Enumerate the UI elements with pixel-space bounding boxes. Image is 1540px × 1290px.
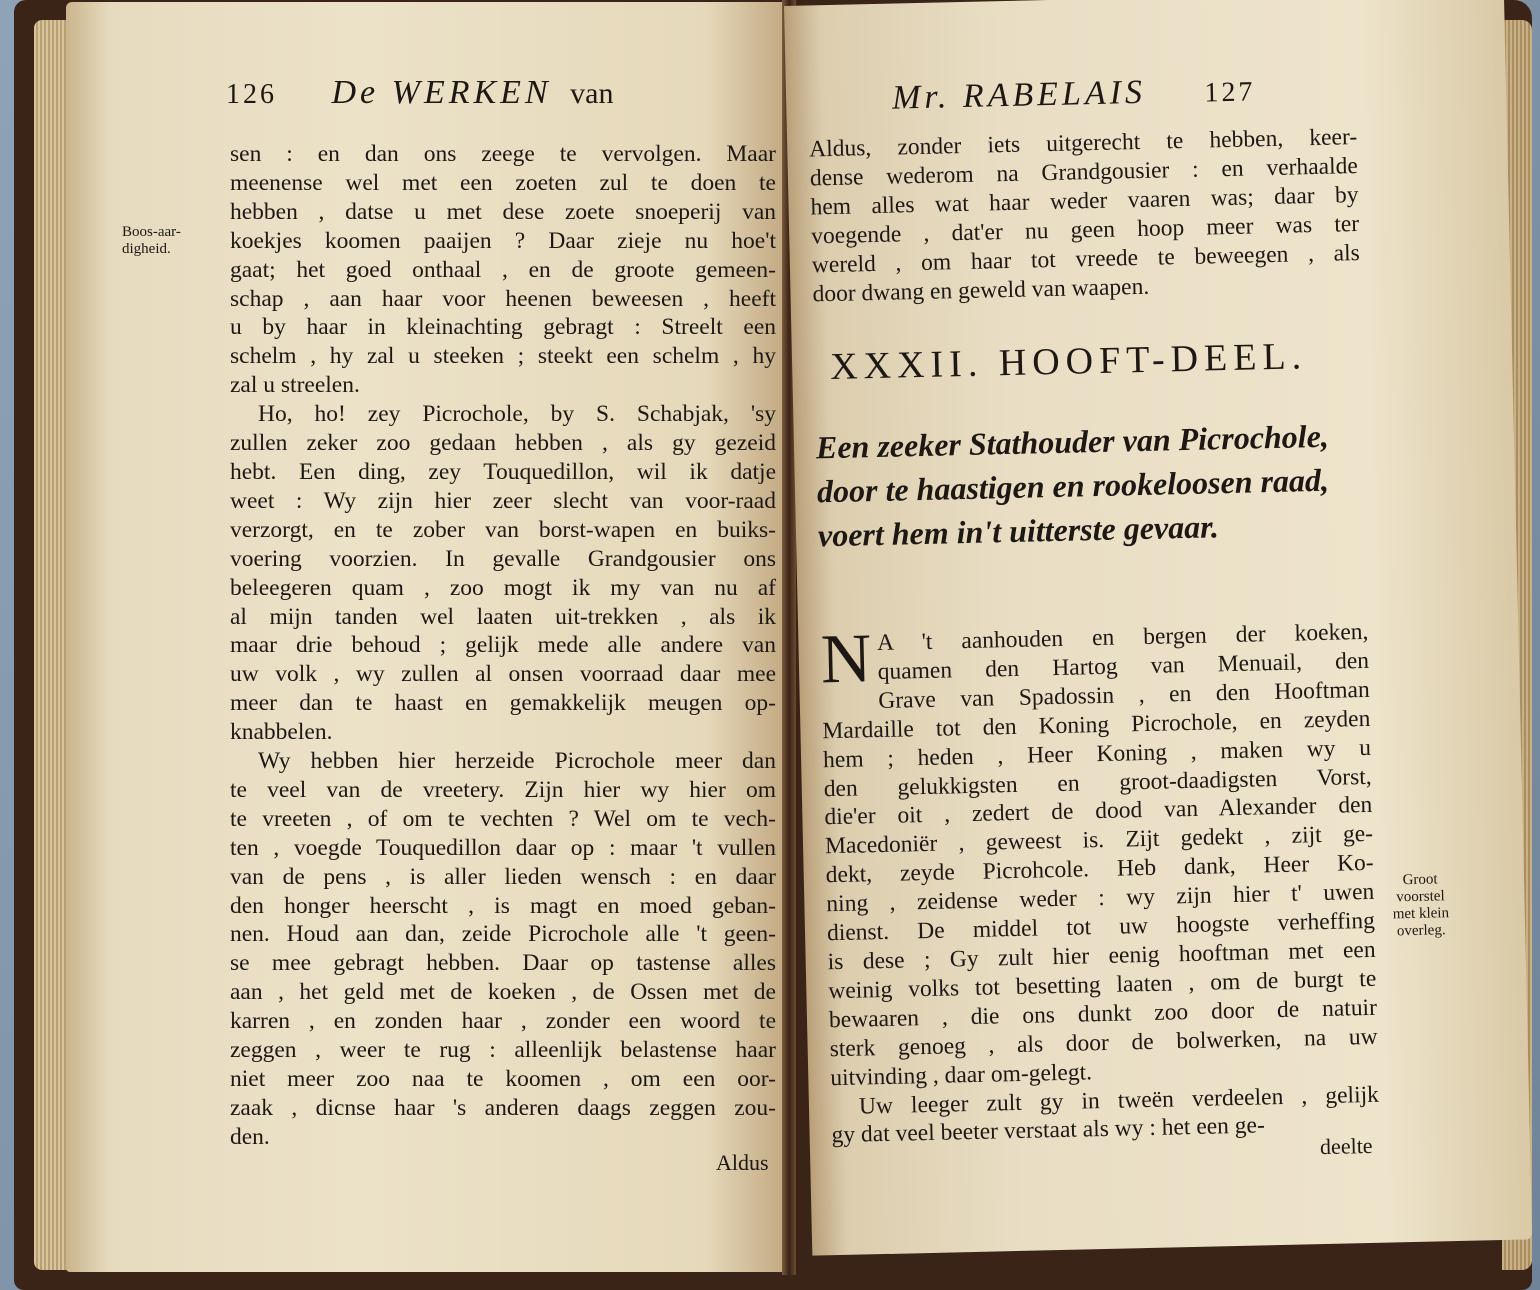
text-line: voering voorzien. In gevalle Grandgousier ons [230,545,776,572]
text-line: hebt. Een ding, zey Touquedillon, wil ik datje [230,458,776,485]
text-line: bewaaren , die ons dunkt zoo door de natuir [828,994,1378,1034]
text-line: aan , het geld met de koeken , de Ossen met de [230,979,776,1006]
text-line: te vreeten , of om te vechten ? Wel om te vech- [230,805,776,832]
text-line: verzorgt, en te zober van borst-wapen en buiks- [230,516,776,543]
right-intro-text [809,123,1361,309]
text-line: weet : Wy zijn hier zeer slecht van voor-raad [230,487,776,514]
text-line: schelm , hy zal u steeken ; steekt een schelm , hy [230,343,776,370]
chapter-heading: XXXII. HOOFT-DEEL. [829,335,1308,389]
left-header-title: De WERKEN [331,74,552,111]
text-line: den honger heerscht , is magt en moed geban- [230,892,776,919]
right-body-block [820,618,1380,1151]
right-margin-note: Groot voorstel met klein overleg. [1392,871,1450,940]
text-line: gy dat veel beeter verstaat als wy : het een ge- [831,1112,1266,1149]
text-line: meer dan te haast en gemakkelijk meugen op- [230,690,776,717]
text-line: Ho, ho! zey Picrochole, by S. Schabjak, 'sy [258,401,776,428]
text-line: schap , aan haar voor heenen beweesen , heeft [230,285,776,312]
text-line: wereld , om haar tot vreede te beweegen , als [811,239,1361,279]
text-line: knabbelen. [230,719,333,746]
text-line: dekt, zeyde Picrohcole. Heb dank, Heer Ko- [825,850,1374,889]
text-line: al mijn tanden wel laaten uit-trekken , als ik [230,603,776,630]
text-line: die'er oit , zedert de dood van Alexander den [824,792,1373,831]
text-line: sterk genoeg , als door de bolwerken, na uw [829,1023,1378,1062]
text-line: Aldus, zonder iets uitgerecht te hebben, keer- [808,124,1358,163]
book [14,0,1532,1290]
text-line: zeggen , weer te rug : alleenlijk belastense haar [230,1037,776,1064]
left-page-number: 126 [226,79,277,110]
left-body-text [230,140,776,1152]
text-line: niet meer zoo naa te koomen , om een oor- [230,1066,776,1092]
text-line: u by haar in kleinachting gebragt : Streelt een [230,314,776,341]
text-line: is dese ; Gy zult hier eenig hooftman met een [827,936,1376,976]
left-page-header [226,74,613,112]
text-line: den. [230,1123,270,1150]
text-line: hem ; heden , Heer Koning , maken wy u [822,734,1372,773]
text-line: den gelukkigsten en groot-daadigsten Vorst, [823,763,1372,802]
text-line: uitvinding , daar om-gelegt. [830,1058,1093,1091]
text-line: ning , zeidense weder : wy zijn hier t' uwen [826,878,1375,918]
text-line: te veel van de vreetery. Zijn hier wy hier om [230,776,776,803]
text-line: karren , en zonden haar , zonder een woord te [230,1008,776,1035]
text-line: dienst. De middel tot uw hoogste verheffing [826,907,1376,947]
right-page-header [882,71,1256,117]
text-line: beleegeren quam , zoo mogt ik my van nu af [230,574,776,601]
text-line: Wy hebben hier herzeide Picrochole meer dan [258,748,776,775]
text-line: zaak , dicnse haar 's anderen daags zeggen zou- [230,1094,776,1121]
left-header-van: van [570,77,614,110]
left-catchword: Aldus [716,1150,769,1175]
left-margin-note: Boos-aar- digheid. [122,224,181,257]
page-edges-left [34,20,70,1270]
right-header-title: Mr. RABELAIS [891,73,1147,117]
right-page [784,0,1532,1256]
left-page [66,2,792,1272]
text-line: hebben , datse u met dese zoete snoeperij van [230,198,776,225]
text-line: uw volk , wy zullen al onsen voorraad daar mee [230,661,776,688]
text-line: hem alles wat haar weder vaaren was; daar by [810,181,1359,221]
right-page-number: 127 [1204,76,1256,109]
text-line: maar drie behoud ; gelijk mede alle andere van [230,632,776,659]
text-line: zullen zeker zoo gedaan hebben , als gy gezeid [230,430,776,457]
text-line: van de pens , is aller lieden wensch : en daar [230,863,776,890]
chapter-subtitle: Een zeeker Stathouder van Picrochole, door te haastigen en rookeloosen raad, voert hem in't uitterste gevaar. [815,417,1330,554]
text-line: nen. Houd aan dan, zeide Picrochole alle 't geen- [230,921,776,948]
text-line: se mee gebragt hebben. Daar op tastense alles [230,950,776,977]
text-line: zal u streelen. [230,372,360,399]
text-line: meenense wel met een zoeten zul te doen te [230,169,776,196]
text-line: Grave van Spadossin , en den Hooftman [878,676,1370,714]
text-line: gaat; het goed onthaal , en de groote gemeen- [230,256,776,283]
text-line: ten , voegde Touquedillon daar op : maar 't vullen [230,834,776,861]
text-line: Mardaille tot den Koning Picrochole, en zeyden [822,705,1371,745]
right-catchword: deelte [1319,1132,1373,1160]
text-line: weinig volks tot besetting laaten , om de burgt te [828,965,1377,1005]
text-line: koekjes koomen paaijen ? Daar zieje nu hoe't [230,227,776,254]
text-line: A 't aanhouden en bergen der koeken, [876,618,1369,657]
right-body-text [820,618,1380,1151]
dropcap: N [819,620,873,699]
text-line: door dwang en geweld van waapen. [812,273,1150,307]
text-line: Macedoniër , geweest is. Zijt gedekt , zijt ge- [824,821,1374,860]
text-line: quamen den Hartog van Menuail, den [877,647,1370,685]
text-line: voegende , dat'er nu geen hoop meer was ter [810,210,1360,250]
text-line: sen : en dan ons zeege te vervolgen. Maar [230,141,776,167]
text-line: dense wederom na Grandgousier : en verhaalde [809,152,1359,192]
text-line: Uw leeger zult gy in tweën verdeelen , gelijk [858,1081,1380,1120]
